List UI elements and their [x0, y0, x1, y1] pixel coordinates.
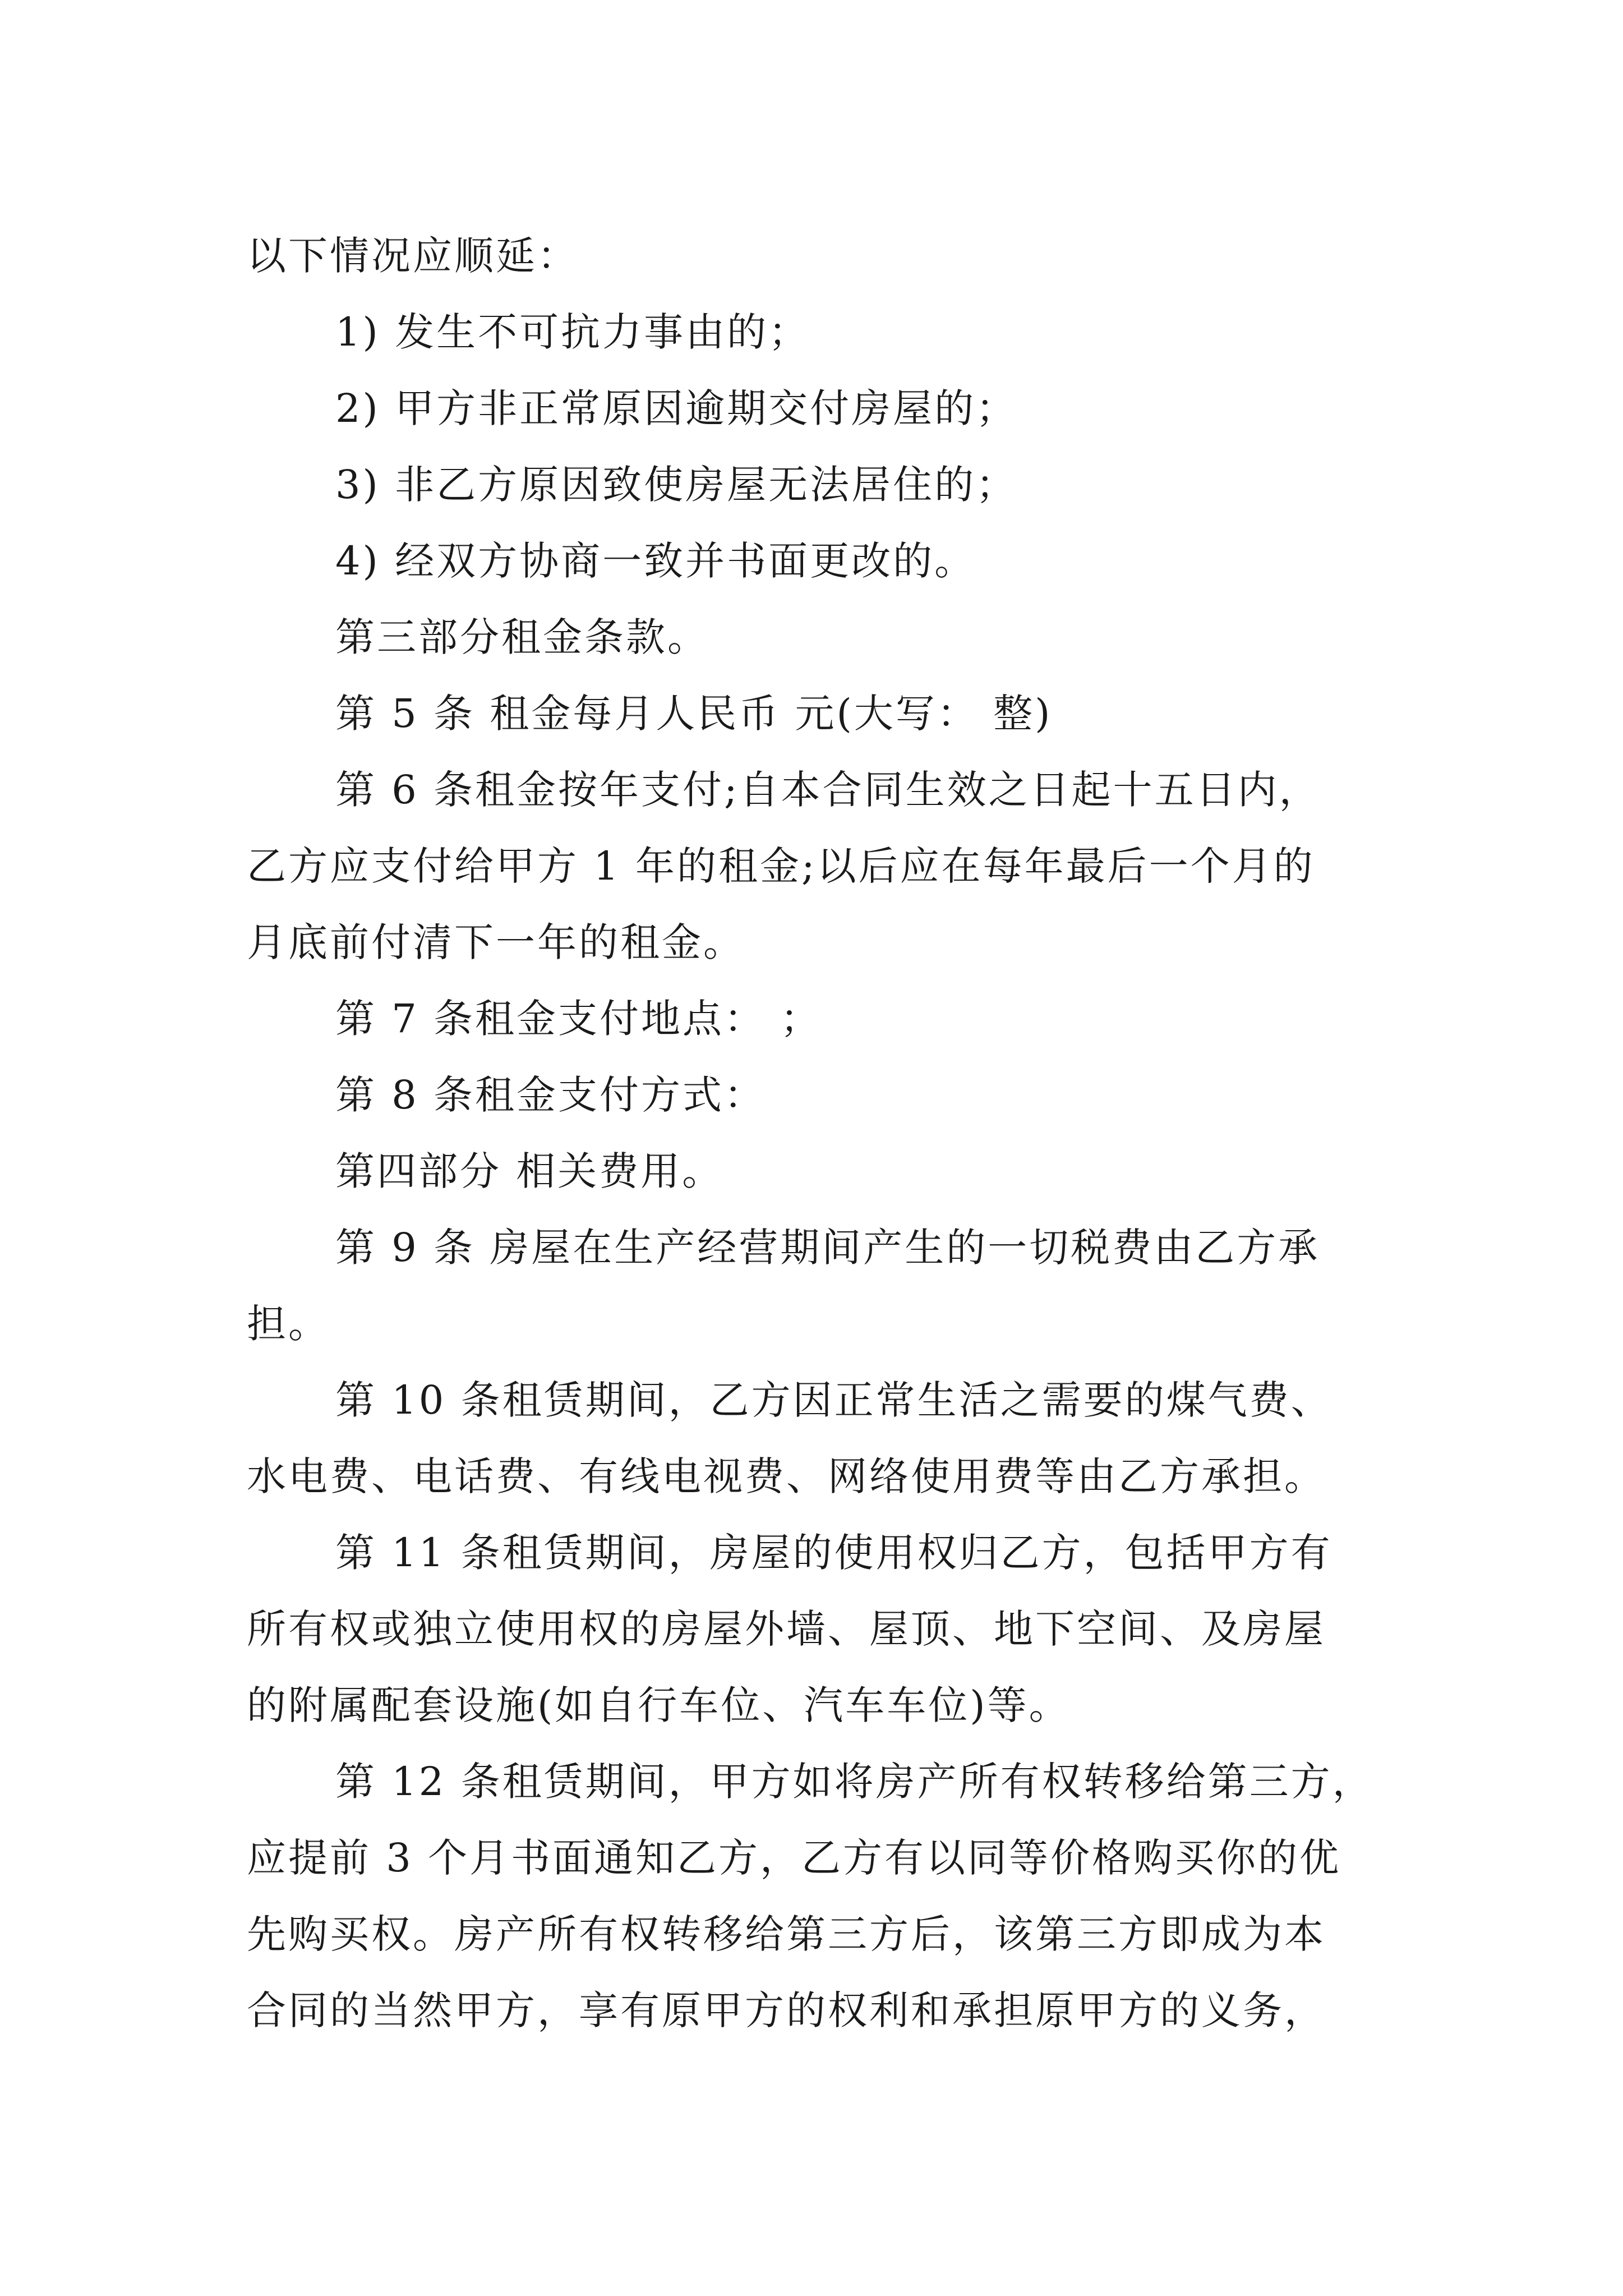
clause-line: 乙方应支付给甲方 1 年的租金;以后应在每年最后一个月的 [247, 843, 1315, 889]
section-heading: 第四部分 相关费用。 [335, 1148, 724, 1194]
clause-line: 应提前 3 个月书面通知乙方，乙方有以同等价格购买你的优 [247, 1835, 1341, 1881]
clause-line: 第 9 条 房屋在生产经营期间产生的一切税费由乙方承 [335, 1225, 1320, 1271]
clause-line: 第 8 条租金支付方式： [335, 1072, 766, 1118]
clause-line: 水电费、电话费、有线电视费、网络使用费等由乙方承担。 [247, 1453, 1326, 1499]
list-item: 2) 甲方非正常原因逾期交付房屋的； [335, 385, 1018, 431]
clause-line: 合同的当然甲方，享有原甲方的权利和承担原甲方的义务， [247, 1987, 1326, 2033]
document-body [247, 218, 1396, 2049]
clause-line: 第 11 条租赁期间，房屋的使用权归乙方，包括甲方有 [335, 1530, 1332, 1576]
clause-line: 所有权或独立使用权的房屋外墙、屋顶、地下空间、及房屋 [247, 1606, 1326, 1652]
clause-line: 第 12 条租赁期间，甲方如将房产所有权转移给第三方， [335, 1759, 1374, 1805]
clause-line: 第 7 条租金支付地点： ； [335, 996, 822, 1042]
list-item: 3) 非乙方原因致使房屋无法居住的； [335, 462, 1018, 508]
clause-line: 的附属配套设施(如自行车位、汽车车位)等。 [247, 1682, 1071, 1728]
clause-line: 先购买权。房产所有权转移给第三方后，该第三方即成为本 [247, 1911, 1326, 1957]
clause-line: 第 5 条 租金每月人民币 元(大写： 整) [335, 691, 1053, 737]
text-line: 以下情况应顺延： [247, 233, 579, 279]
clause-line: 月底前付清下一年的租金。 [247, 919, 745, 965]
list-item: 1) 发生不可抗力事由的； [335, 309, 810, 355]
clause-line: 担。 [247, 1301, 330, 1347]
clause-line: 第 6 条租金按年支付;自本合同生效之日起十五日内， [335, 767, 1321, 813]
clause-line: 第 10 条租赁期间，乙方因正常生活之需要的煤气费、 [335, 1377, 1332, 1423]
section-heading: 第三部分租金条款。 [335, 614, 709, 660]
list-item: 4) 经双方协商一致并书面更改的。 [335, 538, 976, 584]
